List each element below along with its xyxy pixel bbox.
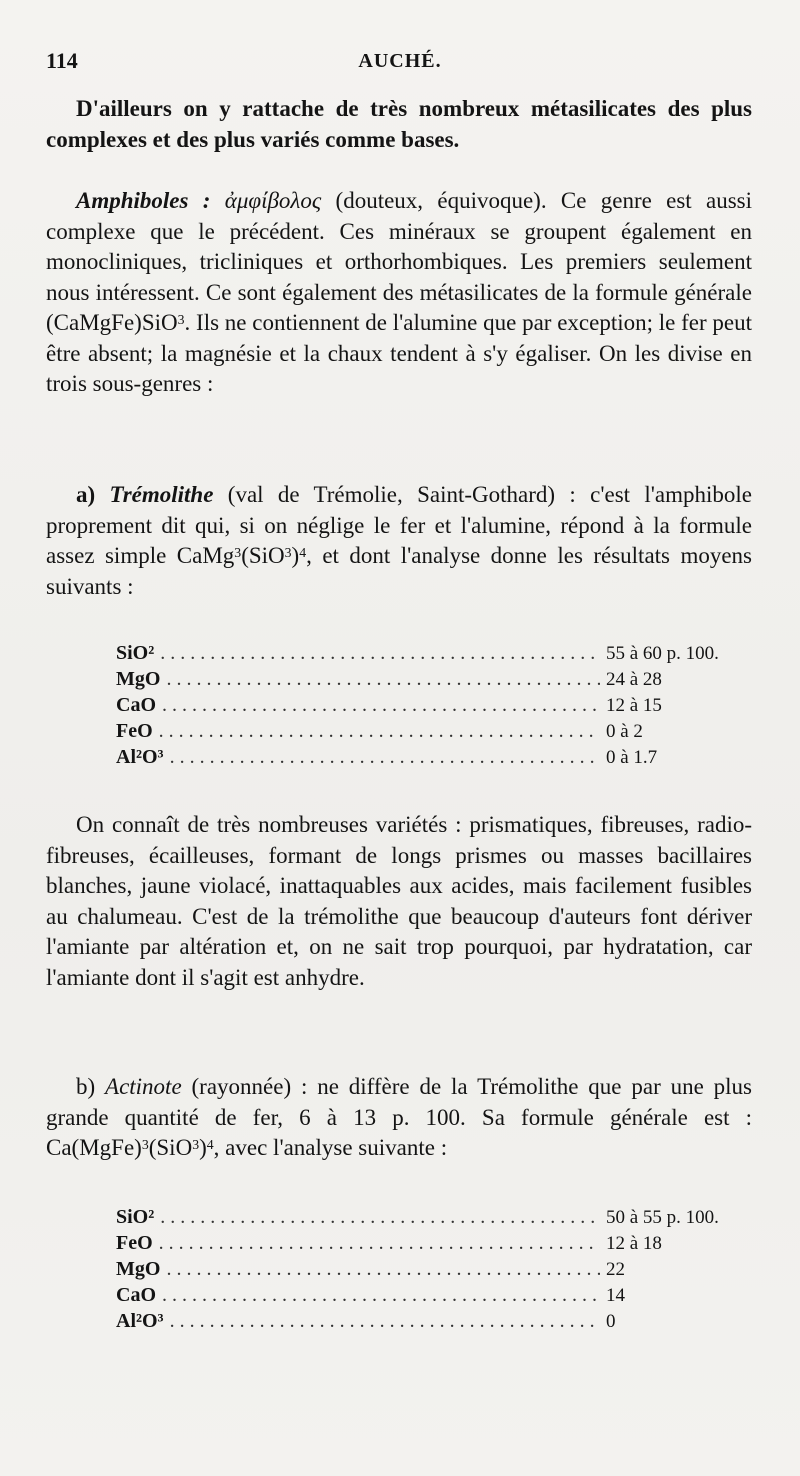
actinote-sup-2: 3 (192, 1137, 200, 1152)
leader-dots (162, 694, 600, 717)
table-row (116, 642, 756, 668)
compound-value: 50 à 55 p. 100. (606, 1207, 719, 1228)
paragraph-tremolithe (46, 480, 752, 602)
leader-dots (159, 720, 600, 743)
compound-label: MgO (116, 1258, 161, 1280)
actinote-term: Actinote (105, 1074, 182, 1099)
paragraph-amphiboles (46, 186, 752, 400)
paragraph-varieties: On connaît de très nombreuses variétés : prismatiques, fibreuses, radio-fibreuses, écailleuses, formant de longs prismes ou masses bacillaires blanches, jaune violacé, inattaquables aux acides, mais facilement fusibles au chalumeau. C'est de la trémolithe que beaucoup d'auteurs font dériver l'amiante par altération et, on ne sait trop pourquoi, par hydratation, car l'amiante dont il s'agit est anhydre. (46, 812, 752, 990)
running-title: AUCHÉ. (358, 50, 442, 72)
actinote-marker: b) (76, 1074, 106, 1099)
tremolithe-text-a: (val de Trémolie, Saint-Gothard) : c'est l'amphibole proprement dit qui, si on néglige le fer et l'alumine, répond à la formule assez simple CaMg (46, 482, 752, 568)
tremolithe-text-d: , et dont l'analyse donne les résultats moyens suivants : (46, 543, 753, 599)
leader-dots (170, 1310, 600, 1333)
table-row (116, 1206, 756, 1232)
amphiboles-text-a: (douteux, équivoque). Ce genre est aussi complexe que le précédent. Ces minéraux se groupent également en monocliniques, tricliniques et orthorhombiques. Les premiers seulement nous intéressent. Ce sont également des métasilicates de la formule générale (CaMgFe)SiO (46, 188, 752, 335)
leader-dots (162, 1284, 600, 1307)
table-row (116, 694, 756, 720)
leader-dots (159, 1232, 600, 1255)
compound-label: Al²O³ (116, 1310, 164, 1332)
amphiboles-text-b: . Ils ne contiennent de l'alumine que par exception; le fer peut être absent; la magnésie et la chaux tendent à s'y égaliser. On les divise en trois sous-genres : (46, 310, 752, 396)
table-row (116, 720, 756, 746)
tremolithe-text-c: ) (291, 543, 300, 568)
compound-value: 0 (606, 1311, 616, 1332)
compound-value: 22 (606, 1259, 625, 1280)
compound-value: 55 à 60 p. 100. (606, 643, 719, 664)
compound-value: 12 à 18 (606, 1233, 662, 1254)
compound-label: FeO (116, 720, 153, 742)
actinote-text-a: (rayonnée) : ne diffère de la Trémolithe que par une plus grande quantité de fer, 6 à 13 p. 100. Sa formule générale est : Ca(MgFe) (46, 1074, 752, 1160)
paragraph-actinote (46, 1072, 752, 1164)
tremolithe-text-b: (SiO (241, 543, 285, 568)
leader-dots (166, 668, 600, 691)
compound-value: 12 à 15 (606, 695, 662, 716)
compound-label: Al²O³ (116, 746, 164, 768)
actinote-text-d: , avec l'analyse suivante : (213, 1135, 448, 1160)
paragraph-metasilicates: D'ailleurs on y rattache de très nombreux métasilicates des plus complexes et des plus variés comme bases. (46, 96, 752, 152)
amphiboles-term: Amphiboles : (76, 188, 225, 213)
page-number: 114 (46, 48, 78, 73)
compound-value: 24 à 28 (606, 669, 662, 690)
compound-label: CaO (116, 1284, 156, 1306)
leader-dots (166, 1258, 600, 1281)
formula-superscript: 3 (177, 312, 185, 327)
actinote-sup-1: 3 (141, 1137, 149, 1152)
compound-value: 14 (606, 1285, 625, 1306)
tremolithe-analysis-table (116, 642, 756, 772)
page-header (46, 44, 754, 78)
actinote-sup-3: 4 (206, 1137, 214, 1152)
tremolithe-marker: a) (76, 482, 110, 507)
actinote-analysis-table (116, 1206, 756, 1336)
leader-dots (170, 746, 600, 769)
table-row (116, 1232, 756, 1258)
greek-etymology: ἀμφίβολος (224, 188, 322, 213)
table-row (116, 1258, 756, 1284)
table-row (116, 668, 756, 694)
table-row (116, 746, 756, 772)
tremolithe-sup-3: 4 (299, 545, 307, 560)
compound-label: SiO² (116, 1206, 155, 1228)
actinote-text-c: ) (199, 1135, 207, 1160)
tremolithe-sup-1: 3 (234, 545, 242, 560)
compound-label: SiO² (116, 642, 155, 664)
compound-value: 0 à 1.7 (606, 747, 658, 768)
actinote-text-b: (SiO (148, 1135, 193, 1160)
tremolithe-sup-2: 3 (284, 545, 292, 560)
table-row (116, 1310, 756, 1336)
compound-value: 0 à 2 (606, 721, 643, 742)
compound-label: MgO (116, 668, 161, 690)
compound-label: CaO (116, 694, 156, 716)
table-row (116, 1284, 756, 1310)
leader-dots (160, 642, 600, 665)
leader-dots (160, 1206, 600, 1229)
tremolithe-term: Trémolithe (109, 482, 214, 507)
compound-label: FeO (116, 1232, 153, 1254)
